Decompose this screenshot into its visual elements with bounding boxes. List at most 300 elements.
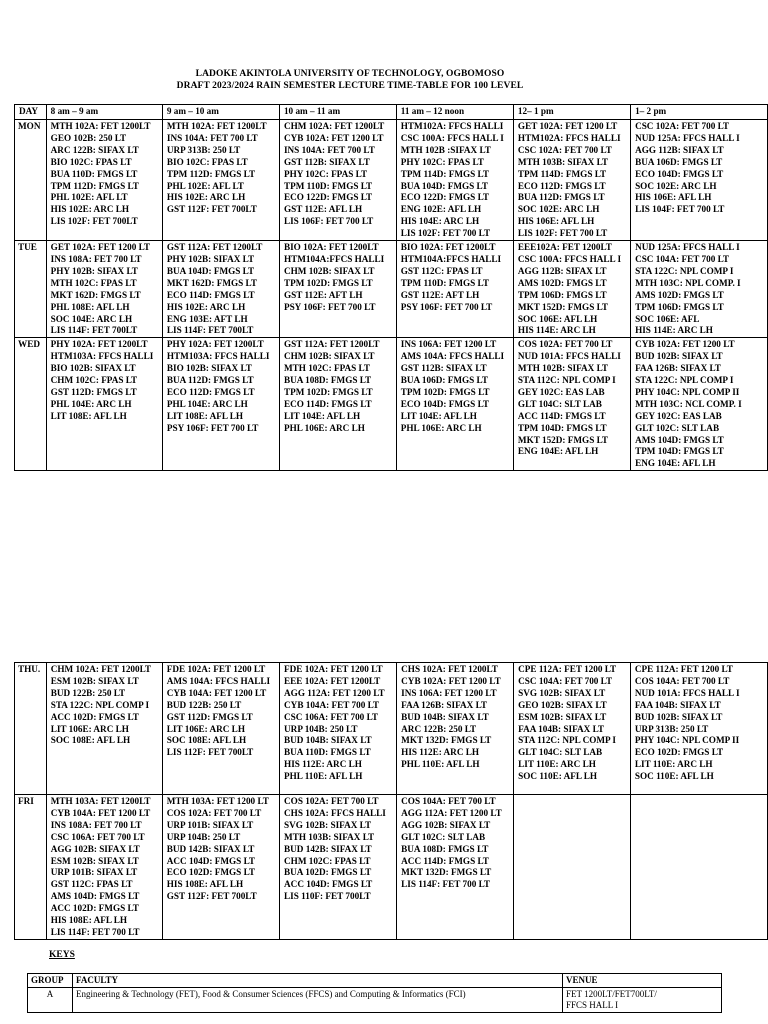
course-entry: GEO 102B: 250 LT xyxy=(50,132,127,143)
course-entry: ECO 112D: FMGS LT xyxy=(517,180,606,191)
slot-cell xyxy=(46,241,162,338)
day-row-mon xyxy=(15,120,768,241)
course-entry: ACC 104D: FMGS LT xyxy=(166,855,255,866)
col-header-day: DAY xyxy=(15,105,47,120)
course-entry: GST 112B: SIFAX LT xyxy=(400,363,487,374)
course-entry: CSC 100A: FFCS HALL I xyxy=(517,253,622,264)
course-entry: TPM 110D: FMGS LT xyxy=(400,277,489,288)
slot-cell xyxy=(513,120,630,241)
course-entry: GST 112F: FET 700LT xyxy=(166,204,257,215)
slot-cell xyxy=(514,795,631,940)
course-entry: FAA 104B: SIFAX LT xyxy=(518,723,605,734)
course-entry: AGG 112B: SIFAX LT xyxy=(517,265,607,276)
keys-header-row xyxy=(28,974,722,988)
course-entry: NUD 125A: FFCS HALL I xyxy=(635,242,740,253)
course-entry: LIT 106E: ARC LH xyxy=(166,723,245,734)
course-entry: STA 112C: NPL COMP I xyxy=(517,375,616,386)
course-entry: HIS 102E: ARC LH xyxy=(166,192,246,203)
day-row-wed xyxy=(15,338,768,471)
course-entry: ECO 112D: FMGS LT xyxy=(166,386,255,397)
course-entry: TPM 112D: FMGS LT xyxy=(50,180,139,191)
course-entry: BUA 110D: FMGS LT xyxy=(284,747,371,758)
course-entry: PHY 102B: SIFAX LT xyxy=(50,265,138,276)
course-entry: CHM 102B: SIFAX LT xyxy=(283,265,375,276)
course-entry: LIS 114F: FET 700 LT xyxy=(50,926,140,937)
course-entry: MTH 102B: SIFAX LT xyxy=(517,363,609,374)
col-header-1pm: 1– 2 pm xyxy=(631,105,768,120)
course-entry: FDE 102A: FET 1200 LT xyxy=(166,664,266,674)
slot-cell xyxy=(631,241,768,338)
course-entry: SOC 106E: AFL xyxy=(635,313,700,324)
day-label: FRI xyxy=(15,795,47,940)
course-entry: AGG 102B: SIFAX LT xyxy=(401,819,491,830)
timetable-part-1 xyxy=(14,104,768,471)
course-entry: HIS 108E: AFL LH xyxy=(50,915,128,926)
course-entry: INS 106A: FET 1200 LT xyxy=(400,339,497,350)
course-entry: ACC 114D: FMGS LT xyxy=(517,410,606,421)
course-entry: MKT 162D: FMGS LT xyxy=(166,277,257,288)
slot-cell xyxy=(46,338,162,471)
course-entry: MKT 152D: FMGS LT xyxy=(517,301,609,312)
course-entry: GLT 104C: SLT LAB xyxy=(517,398,602,409)
slot-cell xyxy=(631,338,768,471)
course-entry: SOC 108E: AFL LH xyxy=(50,735,131,746)
course-entry: ACC 102D: FMGS LT xyxy=(50,711,139,722)
course-entry: BUD 104B: SIFAX LT xyxy=(401,711,489,722)
course-entry: ENG 104E: AFL LH xyxy=(635,458,716,469)
course-entry: GEY 102C: EAS LAB xyxy=(517,386,605,397)
slot-cell xyxy=(280,663,397,795)
keys-header-group: GROUP xyxy=(28,974,73,988)
course-entry: TPM 104D: FMGS LT xyxy=(517,422,607,433)
course-entry: HIS 102E: ARC LH xyxy=(166,301,246,312)
keys-venue xyxy=(563,988,722,1013)
course-entry: ECO 122D: FMGS LT xyxy=(400,192,489,203)
course-entry: FAA 104B: SIFAX LT xyxy=(634,699,721,710)
course-entry: URP 313B: 250 LT xyxy=(634,723,709,734)
course-entry: LIT 106E: ARC LH xyxy=(50,723,129,734)
course-entry: MTH 102A: FET 1200LT xyxy=(166,121,267,131)
course-entry: TPM 114D: FMGS LT xyxy=(517,168,607,179)
course-entry: ACC 114D: FMGS LT xyxy=(401,855,489,866)
course-entry: AMS 104A: FFCS HALLI xyxy=(166,675,271,686)
course-entry: BUA 110D: FMGS LT xyxy=(50,168,138,179)
course-entry: NUD 101A: FFCS HALL I xyxy=(634,687,740,698)
course-entry: CPE 112A: FET 1200 LT xyxy=(518,664,617,674)
course-entry: TPM 112D: FMGS LT xyxy=(166,168,256,179)
slot-cell xyxy=(162,663,279,795)
course-entry: SOC 102E: ARC LH xyxy=(635,180,717,191)
slot-cell xyxy=(162,241,279,338)
course-entry: BUD 102B: SIFAX LT xyxy=(634,711,723,722)
course-entry: GET 102A: FET 1200 LT xyxy=(50,242,151,253)
course-entry: CYB 104A: FET 1200 LT xyxy=(166,687,267,698)
slot-cell xyxy=(630,663,767,795)
course-entry: BUD 142B: SIFAX LT xyxy=(284,843,372,854)
course-entry: MTH 103A: FET 1200LT xyxy=(50,796,151,806)
slot-cell xyxy=(280,795,397,940)
day-label: MON xyxy=(15,120,47,241)
course-entry: TPM 102D: FMGS LT xyxy=(283,386,373,397)
course-entry: PHY 104C: NPL COMP II xyxy=(635,386,740,397)
course-entry: ESM 102B: SIFAX LT xyxy=(50,675,139,686)
course-entry: TPM 102D: FMGS LT xyxy=(400,386,490,397)
course-entry: PHL 110E: AFL LH xyxy=(401,759,480,770)
course-entry: HTM103A: FFCS HALLI xyxy=(50,351,154,362)
course-entry: GST 112E: AFL LH xyxy=(283,204,363,215)
course-entry: CHM 102B: SIFAX LT xyxy=(283,351,375,362)
course-entry: GST 112A: FET 1200LT xyxy=(166,242,263,253)
course-entry: COS 102A: FET 700 LT xyxy=(284,796,379,806)
venue-line: FET 1200LT/FET700LT/ xyxy=(566,989,657,999)
course-entry: HIS 114E: ARC LH xyxy=(517,325,596,336)
course-entry: ECO 102D: FMGS LT xyxy=(166,867,255,878)
course-entry: GEY 102C: EAS LAB xyxy=(635,410,722,421)
course-entry: CPE 112A: FET 1200 LT xyxy=(634,664,733,674)
course-entry: MTH 103B: SIFAX LT xyxy=(284,831,375,842)
course-entry: TPM 110D: FMGS LT xyxy=(283,180,373,191)
slot-cell xyxy=(46,120,162,241)
course-entry: BUD 142B: SIFAX LT xyxy=(166,843,255,854)
course-entry: URP 104B: 250 LT xyxy=(284,723,358,734)
course-entry: ENG 102E: AFL LH xyxy=(400,204,482,215)
course-entry: URP 101B: SIFAX LT xyxy=(166,819,254,830)
course-entry: MTH 102A: FET 1200LT xyxy=(50,121,151,131)
course-entry: COS 102A: FET 700 LT xyxy=(166,807,262,818)
slot-cell xyxy=(279,241,396,338)
course-entry: CHS 102A: FET 1200LT xyxy=(401,664,498,674)
course-entry: AGG 112A: FET 1200 LT xyxy=(284,687,385,698)
course-entry: CHS 102A: FFCS HALLI xyxy=(284,807,386,818)
course-entry: PHL 106E: ARC LH xyxy=(283,422,365,433)
course-entry: PSY 106F: FET 700 LT xyxy=(166,422,259,433)
slot-cell xyxy=(162,120,279,241)
slot-cell xyxy=(396,241,513,338)
course-entry: CSC 100A: FFCS HALL I xyxy=(400,132,504,143)
slot-cell xyxy=(396,120,513,241)
course-entry: SVG 102B: SIFAX LT xyxy=(284,819,372,830)
course-entry: BUA 104D: FMGS LT xyxy=(166,265,255,276)
course-entry: PHY 102C: FPAS LT xyxy=(283,168,368,179)
day-row-thu xyxy=(15,663,768,795)
course-entry: ECO 104D: FMGS LT xyxy=(635,168,724,179)
keys-row xyxy=(28,988,722,1013)
course-entry: HIS 102E: ARC LH xyxy=(50,204,130,215)
course-entry: GST 112D: FMGS LT xyxy=(166,711,253,722)
course-entry: URP 101B: SIFAX LT xyxy=(50,867,138,878)
slot-cell xyxy=(513,338,630,471)
course-entry: CSC 102A: FET 700 LT xyxy=(635,121,729,131)
course-entry: FAA 126B: SIFAX LT xyxy=(401,699,488,710)
course-entry: PHL 108E: AFL LH xyxy=(50,301,130,312)
course-entry: LIS 110F: FET 700LT xyxy=(284,891,371,902)
course-entry: URP 313B: 250 LT xyxy=(166,144,241,155)
course-entry: AMS 102D: FMGS LT xyxy=(517,277,607,288)
course-entry: EEE 102A: FET 1200LT xyxy=(284,675,381,686)
course-entry: BIO 102B: SIFAX LT xyxy=(166,363,252,374)
course-entry: ECO 114D: FMGS LT xyxy=(166,289,255,300)
course-entry: CYB 102A: FET 1200 LT xyxy=(283,132,384,143)
course-entry: GST 112E: AFT LH xyxy=(283,289,363,300)
header-row xyxy=(15,105,768,120)
course-entry: LIS 114F: FET 700LT xyxy=(50,325,138,336)
course-entry: HTM104A:FFCS HALLI xyxy=(283,253,385,264)
col-header-11am: 11 am – 12 noon xyxy=(396,105,513,120)
slot-cell xyxy=(46,795,162,940)
course-entry: HIS 112E: ARC LH xyxy=(401,747,480,758)
course-entry: SOC 102E: ARC LH xyxy=(517,204,600,215)
course-entry: EEE102A: FET 1200LT xyxy=(517,242,612,253)
course-entry: ACC 104D: FMGS LT xyxy=(284,879,373,890)
course-entry: ECO 104D: FMGS LT xyxy=(400,398,489,409)
course-entry: HIS 106E: AFL LH xyxy=(635,192,712,203)
slot-cell xyxy=(514,663,631,795)
course-entry: ESM 102B: SIFAX LT xyxy=(50,855,139,866)
day-row-tue xyxy=(15,241,768,338)
keys-header-venue: VENUE xyxy=(563,974,722,988)
course-entry: LIT 104E: AFL LH xyxy=(283,410,361,421)
course-entry: LIT 110E: ARC LH xyxy=(518,759,596,770)
course-entry: TPM 106D: FMGS LT xyxy=(517,289,607,300)
course-entry: BUA 112D: FMGS LT xyxy=(517,192,605,203)
course-entry: GST 112D: FMGS LT xyxy=(50,386,137,397)
course-entry: MKT 132D: FMGS LT xyxy=(401,867,492,878)
course-entry: LIS 102F: FET 700LT xyxy=(50,216,138,227)
keys-title: KEYS xyxy=(49,950,75,960)
keys-table xyxy=(27,973,722,1013)
course-entry: BUA 106D: FMGS LT xyxy=(635,156,723,167)
course-entry: HIS 112E: ARC LH xyxy=(284,759,362,770)
course-entry: PHL 102E: AFL LT xyxy=(50,192,128,203)
course-entry: MKT 152D: FMGS LT xyxy=(517,434,609,445)
col-header-8am: 8 am – 9 am xyxy=(46,105,162,120)
course-entry: AMS 104D: FMGS LT xyxy=(635,434,724,445)
course-entry: LIT 110E: ARC LH xyxy=(634,759,713,770)
day-label: TUE xyxy=(15,241,47,338)
course-entry: GST 112F: FET 700LT xyxy=(166,891,257,902)
course-entry: BUD 122B: 250 LT xyxy=(166,699,242,710)
course-entry: PHY 102A: FET 1200LT xyxy=(166,339,264,350)
slot-cell xyxy=(279,338,396,471)
course-entry: PSY 106F: FET 700 LT xyxy=(283,301,376,312)
slot-cell xyxy=(397,795,514,940)
course-entry: LIS 114F: FET 700 LT xyxy=(401,879,491,890)
col-header-12pm: 12– 1 pm xyxy=(513,105,630,120)
slot-cell xyxy=(630,795,767,940)
course-entry: ENG 104E: AFL LH xyxy=(517,446,599,457)
course-entry: MTH 102B :SIFAX LT xyxy=(400,144,491,155)
slot-cell xyxy=(46,663,162,795)
course-entry: LIT 108E: AFL LH xyxy=(166,410,244,421)
course-entry: CYB 104A: FET 700 LT xyxy=(284,699,380,710)
course-entry: BUD 104B: SIFAX LT xyxy=(284,735,372,746)
course-entry: TPM 114D: FMGS LT xyxy=(400,168,489,179)
day-label: THU. xyxy=(15,663,47,795)
course-entry: PHL 104E: ARC LH xyxy=(50,398,132,409)
course-entry: TPM 102D: FMGS LT xyxy=(283,277,373,288)
course-entry: LIS 104F: FET 700 LT xyxy=(635,204,725,215)
course-entry: AGG 112B: SIFAX LT xyxy=(635,144,724,155)
course-entry: BUA 104D: FMGS LT xyxy=(400,180,488,191)
course-entry: LIT 108E: AFL LH xyxy=(50,410,127,421)
course-entry: LIS 106F: FET 700 LT xyxy=(283,216,374,227)
course-entry: PHL 104E: ARC LH xyxy=(166,398,248,409)
course-entry: BUD 102B: SIFAX LT xyxy=(635,351,723,362)
course-entry: INS 108A: FET 700 LT xyxy=(50,253,142,264)
slot-cell xyxy=(162,795,279,940)
course-entry: CHM 102A: FET 1200LT xyxy=(283,121,385,131)
course-entry: CSC 104A: FET 700 LT xyxy=(518,675,613,686)
course-entry: COS 102A: FET 700 LT xyxy=(517,339,613,350)
course-entry: LIS 102F: FET 700 LT xyxy=(400,228,491,239)
course-entry: INS 106A: FET 1200 LT xyxy=(401,687,497,698)
course-entry: AGG 102B: SIFAX LT xyxy=(50,843,140,854)
course-entry: MKT 162D: FMGS LT xyxy=(50,289,141,300)
course-entry: BUA 106D: FMGS LT xyxy=(400,375,488,386)
course-entry: STA 122C: NPL COMP I xyxy=(635,375,734,386)
course-entry: GLT 102C: SLT LAB xyxy=(401,831,486,842)
course-entry: HTM104A:FFCS HALLI xyxy=(400,253,502,264)
course-entry: SOC 110E: AFL LH xyxy=(634,771,714,782)
slot-cell xyxy=(162,338,279,471)
course-entry: HIS 114E: ARC LH xyxy=(635,325,713,336)
course-entry: MTH 102C: FPAS LT xyxy=(283,363,370,374)
course-entry: PHY 102B: SIFAX LT xyxy=(166,253,255,264)
course-entry: BUA 102D: FMGS LT xyxy=(284,867,372,878)
course-entry: INS 104A: FET 700 LT xyxy=(166,132,258,143)
course-entry: ECO 122D: FMGS LT xyxy=(283,192,373,203)
course-entry: GLT 104C: SLT LAB xyxy=(518,747,603,758)
course-entry: GLT 102C: SLT LAB xyxy=(635,422,720,433)
course-entry: HIS 104E: ARC LH xyxy=(400,216,480,227)
course-entry: LIS 114F: FET 700LT xyxy=(166,325,254,336)
course-entry: PHY 102C: FPAS LT xyxy=(400,156,484,167)
course-entry: BIO 102A: FET 1200LT xyxy=(283,242,379,253)
course-entry: BUA 108D: FMGS LT xyxy=(283,375,372,386)
course-entry: ECO 102D: FMGS LT xyxy=(634,747,724,758)
slot-cell xyxy=(279,120,396,241)
course-entry: CHM 102A: FET 1200LT xyxy=(50,664,152,674)
course-entry: ENG 103E: AFT LH xyxy=(166,313,248,324)
course-entry: INS 104A: FET 700 LT xyxy=(283,144,375,155)
course-entry: SOC 110E: AFL LH xyxy=(518,771,598,782)
title-timetable: DRAFT 2023/2024 RAIN SEMESTER LECTURE TIME-TABLE FOR 100 LEVEL xyxy=(176,81,524,91)
course-entry: ECO 114D: FMGS LT xyxy=(283,398,372,409)
course-entry: HTM103A: FFCS HALLI xyxy=(166,351,270,362)
course-entry: CSC 106A: FET 700 LT xyxy=(50,831,145,842)
course-entry: INS 108A: FET 700 LT xyxy=(50,819,142,830)
course-entry: CSC 104A: FET 700 LT xyxy=(635,253,729,264)
course-entry: FDE 102A: FET 1200 LT xyxy=(284,664,383,674)
course-entry: PHY 104C: NPL COMP II xyxy=(634,735,740,746)
timetable-part-2 xyxy=(14,662,768,940)
course-entry: GEO 102B: SIFAX LT xyxy=(518,699,607,710)
day-row-fri xyxy=(15,795,768,940)
course-entry: BIO 102C: FPAS LT xyxy=(50,156,132,167)
course-entry: GST 112C: FPAS LT xyxy=(400,265,483,276)
course-entry: URP 104B: 250 LT xyxy=(166,831,241,842)
course-entry: MTH 103A: FET 1200 LT xyxy=(166,796,269,806)
course-entry: ESM 102B: SIFAX LT xyxy=(518,711,607,722)
course-entry: CSC 102A: FET 700 LT xyxy=(517,144,612,155)
course-entry: GET 102A: FET 1200 LT xyxy=(517,121,618,131)
course-entry: ARC 122B: 250 LT xyxy=(401,723,477,734)
course-entry: NUD 101A: FFCS HALLI xyxy=(517,351,621,362)
course-entry: AGG 112A: FET 1200 LT xyxy=(401,807,502,818)
course-entry: GST 112E: AFT LH xyxy=(400,289,480,300)
course-entry: SOC 104E: ARC LH xyxy=(50,313,133,324)
keys-faculty: Engineering & Technology (FET), Food & Consumer Sciences (FFCS) and Computing & Informatics (FCI) xyxy=(73,988,563,1013)
course-entry: AMS 102D: FMGS LT xyxy=(635,289,724,300)
col-header-10am: 10 am – 11 am xyxy=(279,105,396,120)
col-header-9am: 9 am – 10 am xyxy=(162,105,279,120)
course-entry: COS 104A: FET 700 LT xyxy=(401,796,496,806)
course-entry: MTH 103B: SIFAX LT xyxy=(517,156,609,167)
course-entry: SOC 106E: AFL LH xyxy=(517,313,598,324)
course-entry: MTH 102C: FPAS LT xyxy=(50,277,137,288)
course-entry: GST 112C: FPAS LT xyxy=(50,879,133,890)
course-entry: MTH 103C: NCL COMP. I xyxy=(635,398,742,409)
course-entry: PHY 102A: FET 1200LT xyxy=(50,339,148,350)
course-entry: MKT 132D: FMGS LT xyxy=(401,735,492,746)
course-entry: NUD 125A: FFCS HALL I xyxy=(635,132,740,143)
course-entry: STA 122C: NPL COMP I xyxy=(50,699,150,710)
venue-line: FFCS HALL I xyxy=(566,1000,619,1010)
course-entry: PSY 106F: FET 700 LT xyxy=(400,301,493,312)
course-entry: AMS 104D: FMGS LT xyxy=(50,891,140,902)
course-entry: FAA 126B: SIFAX LT xyxy=(635,363,721,374)
course-entry: GST 112A: FET 1200LT xyxy=(283,339,380,350)
course-entry: CYB 104A: FET 1200 LT xyxy=(50,807,151,818)
course-entry: PHL 102E: AFL LT xyxy=(166,180,244,191)
course-entry: BIO 102C: FPAS LT xyxy=(166,156,248,167)
course-entry: HIS 106E: AFL LH xyxy=(517,216,595,227)
course-entry: BUD 122B: 250 LT xyxy=(50,687,126,698)
keys-header-faculty: FACULTY xyxy=(73,974,563,988)
course-entry: TPM 106D: FMGS LT xyxy=(635,301,724,312)
course-entry: STA 122C: NPL COMP I xyxy=(635,265,734,276)
course-entry: LIS 112F: FET 700LT xyxy=(166,747,254,758)
course-entry: CHM 102C: FPAS LT xyxy=(284,855,371,866)
day-label: WED xyxy=(15,338,47,471)
course-entry: BIO 102A: FET 1200LT xyxy=(400,242,496,253)
course-entry: CHM 102C: FPAS LT xyxy=(50,375,138,386)
course-entry: BUA 112D: FMGS LT xyxy=(166,375,254,386)
slot-cell xyxy=(631,120,768,241)
course-entry: HTM102A: FFCS HALLI xyxy=(517,132,621,143)
title-university: LADOKE AKINTOLA UNIVERSITY OF TECHNOLOGY, OGBOMOSO xyxy=(195,69,505,79)
course-entry: TPM 104D: FMGS LT xyxy=(635,446,724,457)
slot-cell xyxy=(513,241,630,338)
course-entry: GST 112B: SIFAX LT xyxy=(283,156,370,167)
course-entry: PHL 106E: ARC LH xyxy=(400,422,482,433)
slot-cell xyxy=(397,663,514,795)
course-entry: COS 104A: FET 700 LT xyxy=(634,675,730,686)
course-entry: HIS 108E: AFL LH xyxy=(166,879,244,890)
course-entry: HTM102A: FFCS HALLI xyxy=(400,121,504,131)
course-entry: ARC 122B: SIFAX LT xyxy=(50,144,139,155)
keys-group: A xyxy=(28,988,73,1013)
course-entry: LIT 104E: AFL LH xyxy=(400,410,477,421)
course-entry: SOC 108E: AFL LH xyxy=(166,735,247,746)
course-entry: CSC 106A: FET 700 LT xyxy=(284,711,378,722)
course-entry: PHL 110E: AFL LH xyxy=(284,771,363,782)
course-entry: ACC 102D: FMGS LT xyxy=(50,903,139,914)
course-entry: CYB 102A: FET 1200 LT xyxy=(635,339,735,350)
course-entry: BIO 102B: SIFAX LT xyxy=(50,363,136,374)
course-entry: CYB 102A: FET 1200 LT xyxy=(401,675,501,686)
slot-cell xyxy=(396,338,513,471)
